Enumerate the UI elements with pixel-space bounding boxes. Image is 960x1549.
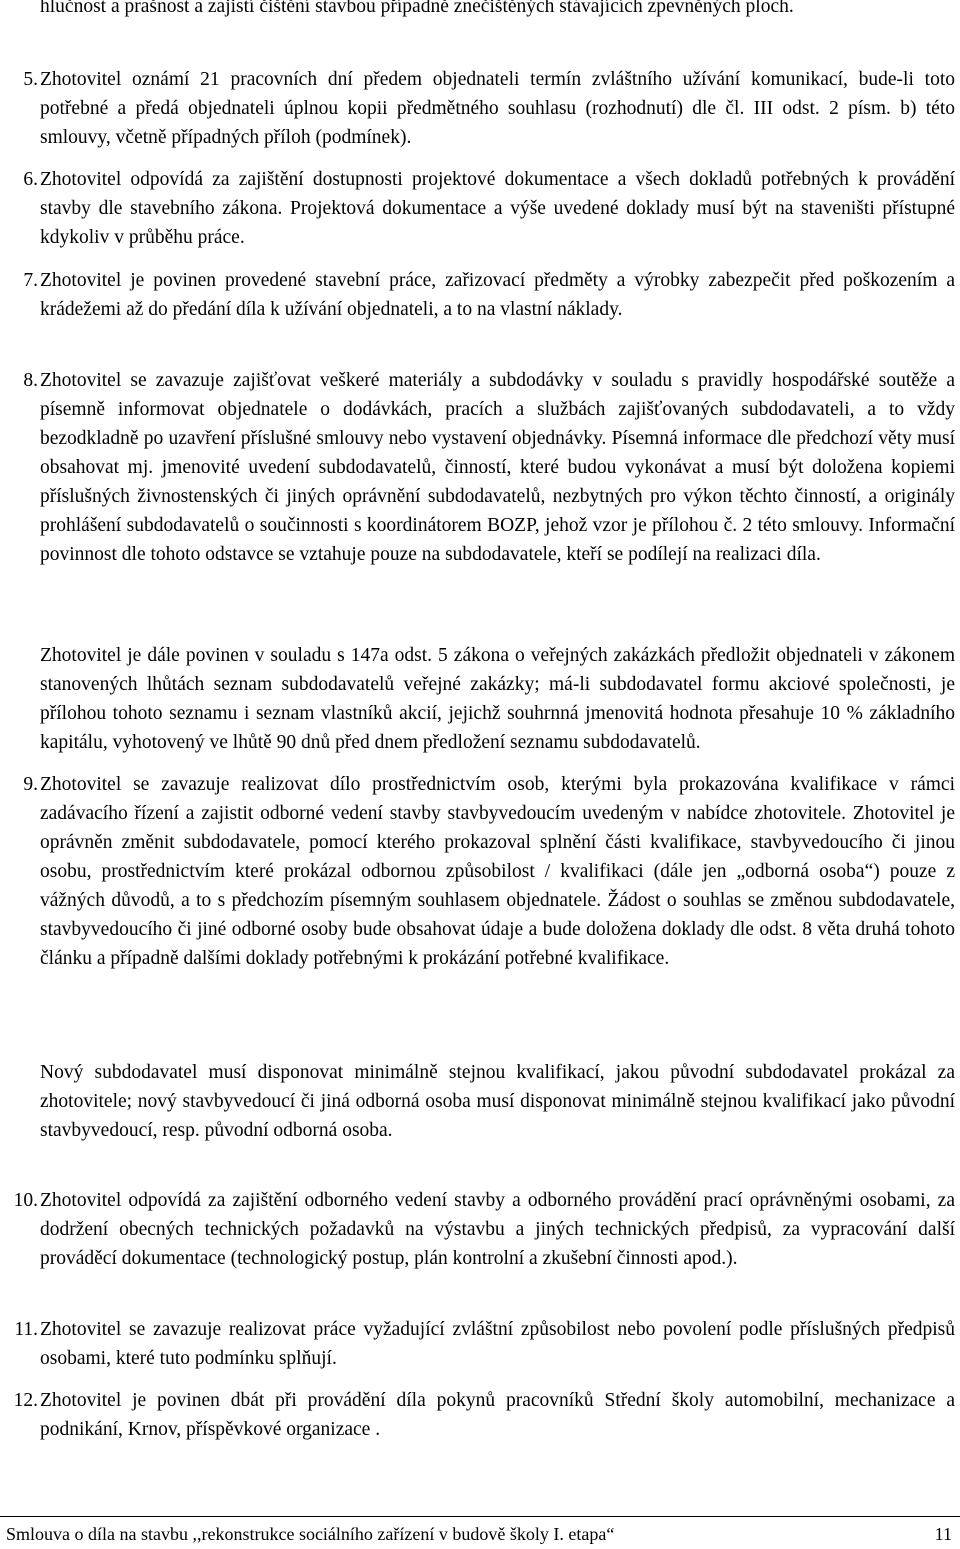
clause-8-continuation: Zhotovitel je dále povinen v souladu s 147a odst. 5 zákona o veřejných zakázkách předložit objednateli v zákonem stanovených lhůtách seznam subdodavatelů veřejné zakázky; má-li subdodavatel formu akciové společnosti, je přílohou tohoto seznamu i seznam vlastníků akcií, jejichž souhrnná jmenovitá hodnota přesahuje 10 % základního kapitálu, vyhotovený ve lhůtě 90 dnů před dnem předložení seznamu subdodavatelů. xyxy=(40,645,955,753)
footer-divider xyxy=(0,1516,960,1517)
clause-7 xyxy=(23,266,955,324)
clause-number: 7. xyxy=(23,270,38,291)
page-footer xyxy=(6,1521,952,1547)
clause-8 xyxy=(23,366,955,569)
clause-number: 8. xyxy=(23,370,38,391)
clause-number: 10. xyxy=(13,1190,38,1211)
clause-9-continuation: Nový subdodavatel musí disponovat minimálně stejnou kvalifikací, jakou původní subdodavatel prokázal za zhotovitele; nový stavbyvedoucí či jiná odborná osoba musí disponovat minimálně stejnou kvalifikací jako původní stavbyvedoucí, resp. původní odborná osoba. xyxy=(40,1062,955,1141)
clause-text: Zhotovitel odpovídá za zajištění odborného vedení stavby a odborného provádění prací oprávněnými osobami, za dodržení obecných technických požadavků na výstavbu a jiných technických předpisů, za vypracování další prováděcí dokumentace (technologický postup, plán kontrolní a zkušební činnosti apod.). xyxy=(40,1190,955,1269)
clause-5 xyxy=(23,65,955,152)
intro-paragraph: hlučnost a prašnost a zajistí čištění stavbou případně znečištěných stávajících zpevněných ploch. xyxy=(40,0,794,17)
clause-9 xyxy=(23,770,955,973)
clause-number: 6. xyxy=(23,169,38,190)
clause-11 xyxy=(14,1315,955,1373)
clause-number: 9. xyxy=(23,774,38,795)
clause-text: Zhotovitel odpovídá za zajištění dostupnosti projektové dokumentace a všech dokladů potřebných k provádění stavby dle stavebního zákona. Projektová dokumentace a výše uvedené doklady musí být na staveništi přístupné kdykoliv v průběhu práce. xyxy=(40,169,955,248)
clause-number: 5. xyxy=(23,69,38,90)
clause-text: Zhotovitel je povinen dbát při provádění díla pokynů pracovníků Střední školy automobilní, mechanizace a podnikání, Krnov, příspěvkové organizace . xyxy=(40,1390,955,1440)
clause-text: Zhotovitel se zavazuje realizovat práce vyžadující zvláštní způsobilost nebo povolení podle příslušných předpisů osobami, které tuto podmínku splňují. xyxy=(40,1319,955,1369)
clause-10 xyxy=(13,1186,955,1273)
clause-number: 11. xyxy=(14,1319,38,1340)
footer-title: Smlouva o díla na stavbu ,,rekonstrukce sociálního zařízení v budově školy I. etapa“ xyxy=(6,1524,615,1544)
clause-text: Zhotovitel se zavazuje zajišťovat veškeré materiály a subdodávky v souladu s pravidly hospodářské soutěže a písemně informovat objednatele o dodávkách, pracích a službách zajišťovaných subdodavateli, a to vždy bezodkladně po uzavření příslušné smlouvy nebo vystavení objednávky. Písemná informace dle předchozí věty musí obsahovat mj. jmenovité uvedení subdodavatelů, činností, které budou vykonávat a musí být doložena kopiemi příslušných živnostenských či jiných oprávnění subdodavatelů, nezbytných pro výkon těchto činností, a originály prohlášení subdodavatelů o součinnosti s koordinátorem BOZP, jehož vzor je přílohou č. 2 této smlouvy. Informační povinnost dle tohoto odstavce se vztahuje pouze na subdodavatele, kteří se podílejí na realizaci díla. xyxy=(40,370,955,565)
clause-text: Zhotovitel se zavazuje realizovat dílo prostřednictvím osob, kterými byla prokazována kvalifikace v rámci zadávacího řízení a zajistit odborné vedení stavby stavbyvedoucím uvedeným v nabídce zhotovitele. Zhotovitel je oprávněn změnit subdodavatele, pomocí kterého prokazoval splnění části kvalifikace, stavbyvedoucího či jinou osobu, prostřednictvím které prokázal odbornou způsobilost / kvalifikaci (dále jen „odborná osoba“) pouze z vážných důvodů, a to s předchozím písemným souhlasem objednatele. Žádost o souhlas se změnou subdodavatele, stavbyvedoucího či jiné odborné osoby bude obsahovat údaje a bude doložena doklady dle odst. 8 věta druhá tohoto článku a případně dalšími doklady potřebnými k prokázání potřebné kvalifikace. xyxy=(40,774,955,969)
clause-12 xyxy=(13,1386,955,1444)
clause-text: Zhotovitel oznámí 21 pracovních dní předem objednateli termín zvláštního užívání komunikací, bude-li toto potřebné a předá objednateli úplnou kopii předmětného souhlasu (rozhodnutí) dle čl. III odst. 2 písm. b) této smlouvy, včetně případných příloh (podmínek). xyxy=(40,69,955,148)
clause-text: Zhotovitel je povinen provedené stavební práce, zařizovací předměty a výrobky zabezpečit před poškozením a krádežemi až do předání díla k užívání objednateli, a to na vlastní náklady. xyxy=(40,270,955,320)
page-number: 11 xyxy=(934,1524,952,1544)
clause-number: 12. xyxy=(13,1390,38,1411)
clause-6 xyxy=(23,165,955,252)
